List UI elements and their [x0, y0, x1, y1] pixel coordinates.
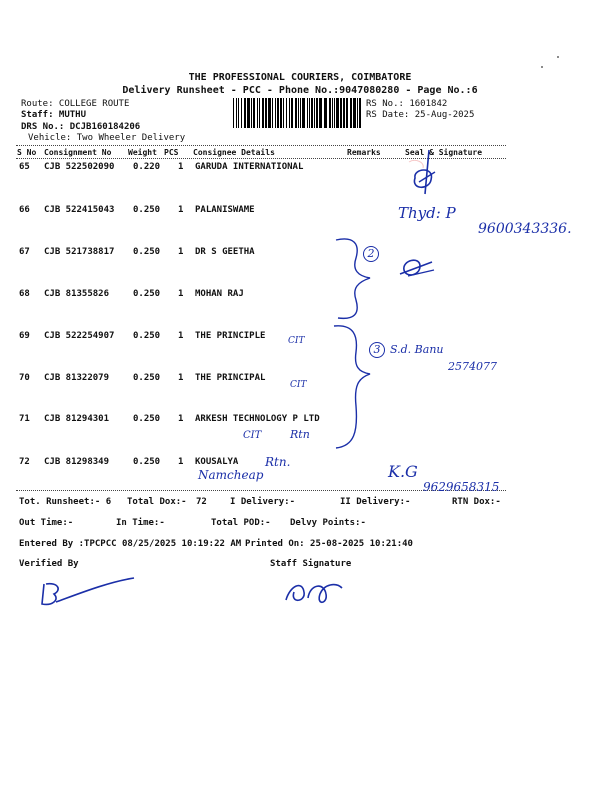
row-pcs: 1: [178, 414, 184, 424]
barcode-bar: [309, 98, 310, 128]
handwritten-cit-row70: CIT: [290, 380, 307, 390]
barcode-bar: [257, 98, 258, 128]
barcode-bar: [316, 98, 318, 128]
barcode-bar: [265, 98, 267, 128]
verified-by-label: Verified By: [19, 559, 79, 569]
staff-signature: [280, 574, 350, 608]
printed-on: Printed On: 25-08-2025 10:21:40: [245, 539, 413, 549]
barcode-bar: [350, 98, 352, 128]
handwritten-rtn-row71: Rtn: [290, 428, 310, 441]
barcode-bar: [277, 98, 279, 128]
handwritten-circle-2: 2: [363, 246, 379, 262]
barcode-bar: [251, 98, 252, 128]
barcode-bar: [259, 98, 260, 128]
total-runsheet: Tot. Runsheet:- 6: [19, 497, 112, 507]
barcode-bar: [238, 98, 239, 128]
barcode-bar: [340, 98, 342, 128]
barcode-bar: [280, 98, 282, 128]
total-pod-label: Total POD:-: [211, 518, 271, 528]
barcode-bar: [247, 98, 250, 128]
row-sno: 65: [19, 162, 30, 172]
row-sno: 68: [19, 289, 30, 299]
row-sno: 69: [19, 331, 30, 341]
row-pcs: 1: [178, 457, 184, 467]
row-weight: 0.250: [133, 289, 161, 299]
handwritten-phone-row72: 9629658315: [423, 480, 500, 494]
drs-number: DRS No.: DCJB160184206: [21, 122, 141, 132]
scan-dot: [557, 56, 559, 58]
staff-signature-label: Staff Signature: [270, 559, 352, 569]
handwritten-circle-3: 3: [369, 342, 385, 358]
row-pcs: 1: [178, 247, 184, 257]
barcode-bar: [336, 98, 339, 128]
col-pcs: PCS: [164, 148, 179, 157]
barcode-bar: [343, 98, 345, 128]
col-weight: Weight: [128, 148, 157, 157]
col-consignee: Consignee Details: [193, 148, 275, 157]
col-consignment: Consignment No: [44, 148, 112, 157]
barcode-bar: [241, 98, 242, 128]
row-consignment: CJB 522415043: [44, 205, 115, 215]
row-consignee: DR S GEETHA: [195, 247, 255, 257]
row-sno: 71: [19, 414, 30, 424]
scan-dot: [541, 66, 543, 68]
barcode-bar: [233, 98, 234, 128]
row-pcs: 1: [178, 289, 184, 299]
table-top-rule: [16, 145, 506, 146]
row-consignment: CJB 522254907: [44, 331, 115, 341]
row-weight: 0.220: [133, 162, 161, 172]
barcode-bar: [300, 98, 301, 128]
col-remarks: Remarks: [347, 148, 381, 157]
barcode-bar: [332, 98, 333, 128]
row-sno: 72: [19, 457, 30, 467]
signature-rows-67-68: [398, 252, 438, 282]
barcode-bar: [346, 98, 348, 128]
row-pcs: 1: [178, 162, 184, 172]
verified-by-signature: [38, 576, 138, 608]
staff-label: Staff: MUTHU: [21, 110, 87, 120]
barcode-bar: [262, 98, 264, 128]
row-consignee: MOHAN RAJ: [195, 289, 244, 299]
row-consignee: THE PRINCIPAL: [195, 373, 266, 383]
handwritten-phone-row66: 9600343336.: [478, 221, 572, 237]
barcode-bar: [319, 98, 322, 128]
col-sno: S No: [17, 148, 37, 157]
barcode-bar: [236, 98, 237, 128]
i-delivery-label: I Delivery:-: [230, 497, 296, 507]
row-consignment: CJB 522502090: [44, 162, 115, 172]
entered-by: Entered By :TPCPCC 08/25/2025 10:19:22 AM: [19, 539, 242, 549]
handwritten-rtn-row72: Rtn.: [265, 455, 291, 469]
row-weight: 0.250: [133, 414, 161, 424]
barcode-bar: [295, 98, 297, 128]
row-pcs: 1: [178, 373, 184, 383]
row-sno: 70: [19, 373, 30, 383]
handwritten-cit-row69: CIT: [288, 336, 305, 346]
document-subtitle: Delivery Runsheet - PCC - Phone No.:9047080280 - Page No.:6: [122, 85, 478, 96]
row-consignee: THE PRINCIPLE: [195, 331, 266, 341]
barcode-bar: [314, 98, 315, 128]
row-consignee: KOUSALYA: [195, 457, 239, 467]
total-dox-label: Total Dox:-: [127, 497, 187, 507]
delvy-points-label: Delvy Points:-: [290, 518, 366, 528]
document-title: THE PROFESSIONAL COURIERS, COIMBATORE: [188, 72, 412, 83]
row-weight: 0.250: [133, 205, 161, 215]
vehicle-label: Vehicle: Two Wheeler Delivery: [28, 133, 186, 143]
barcode-bar: [357, 98, 358, 128]
barcode: [233, 98, 361, 128]
barcode-bar: [253, 98, 255, 128]
total-dox-value: 72: [196, 497, 207, 507]
rtn-dox-label: RTN Dox:-: [452, 497, 501, 507]
rs-number: RS No.: 1601842: [366, 99, 448, 109]
barcode-bar: [311, 98, 313, 128]
row-sno: 67: [19, 247, 30, 257]
handwritten-namcheap-row72: Namcheap: [198, 468, 264, 482]
barcode-bar: [268, 98, 271, 128]
barcode-bar: [324, 98, 327, 128]
handwritten-name-row69: S.d. Banu: [390, 343, 444, 356]
row-consignment: CJB 81355826: [44, 289, 110, 299]
row-pcs: 1: [178, 331, 184, 341]
barcode-bar: [307, 98, 308, 128]
row-weight: 0.250: [133, 373, 161, 383]
barcode-bar: [353, 98, 356, 128]
bracket-rows-69-71: [328, 322, 378, 452]
barcode-bar: [329, 98, 331, 128]
handwritten-phone-row69: 2574077: [448, 360, 497, 373]
row-pcs: 1: [178, 205, 184, 215]
handwritten-cit-row71: CIT: [243, 430, 262, 441]
row-consignment: CJB 81322079: [44, 373, 110, 383]
row-consignment: CJB 81294301: [44, 414, 110, 424]
ii-delivery-label: II Delivery:-: [340, 497, 411, 507]
col-seal-signature: Seal & Signature: [405, 148, 483, 157]
out-time-label: Out Time:-: [19, 518, 74, 528]
barcode-bar: [275, 98, 276, 128]
barcode-bar: [283, 98, 284, 128]
in-time-label: In Time:-: [116, 518, 165, 528]
barcode-bar: [291, 98, 293, 128]
row-consignment: CJB 81298349: [44, 457, 110, 467]
barcode-bar: [359, 98, 361, 128]
handwritten-note-row66: Thyd: P: [398, 204, 456, 222]
barcode-bar: [289, 98, 290, 128]
barcode-bar: [286, 98, 287, 128]
row-weight: 0.250: [133, 457, 161, 467]
row-weight: 0.250: [133, 331, 161, 341]
row-weight: 0.250: [133, 247, 161, 257]
barcode-bar: [302, 98, 305, 128]
signature-row-65: [395, 148, 455, 198]
barcode-bar: [334, 98, 335, 128]
route-label: Route: COLLEGE ROUTE: [21, 99, 130, 109]
row-sno: 66: [19, 205, 30, 215]
handwritten-signature-row72: K.G: [388, 462, 418, 481]
row-consignee: PALANISWAME: [195, 205, 255, 215]
barcode-bar: [272, 98, 273, 128]
barcode-bar: [244, 98, 246, 128]
row-consignee: GARUDA INTERNATIONAL: [195, 162, 304, 172]
barcode-bar: [298, 98, 299, 128]
row-consignment: CJB 521738817: [44, 247, 115, 257]
row-consignee: ARKESH TECHNOLOGY P LTD: [195, 414, 320, 424]
rs-date: RS Date: 25-Aug-2025: [366, 110, 475, 120]
